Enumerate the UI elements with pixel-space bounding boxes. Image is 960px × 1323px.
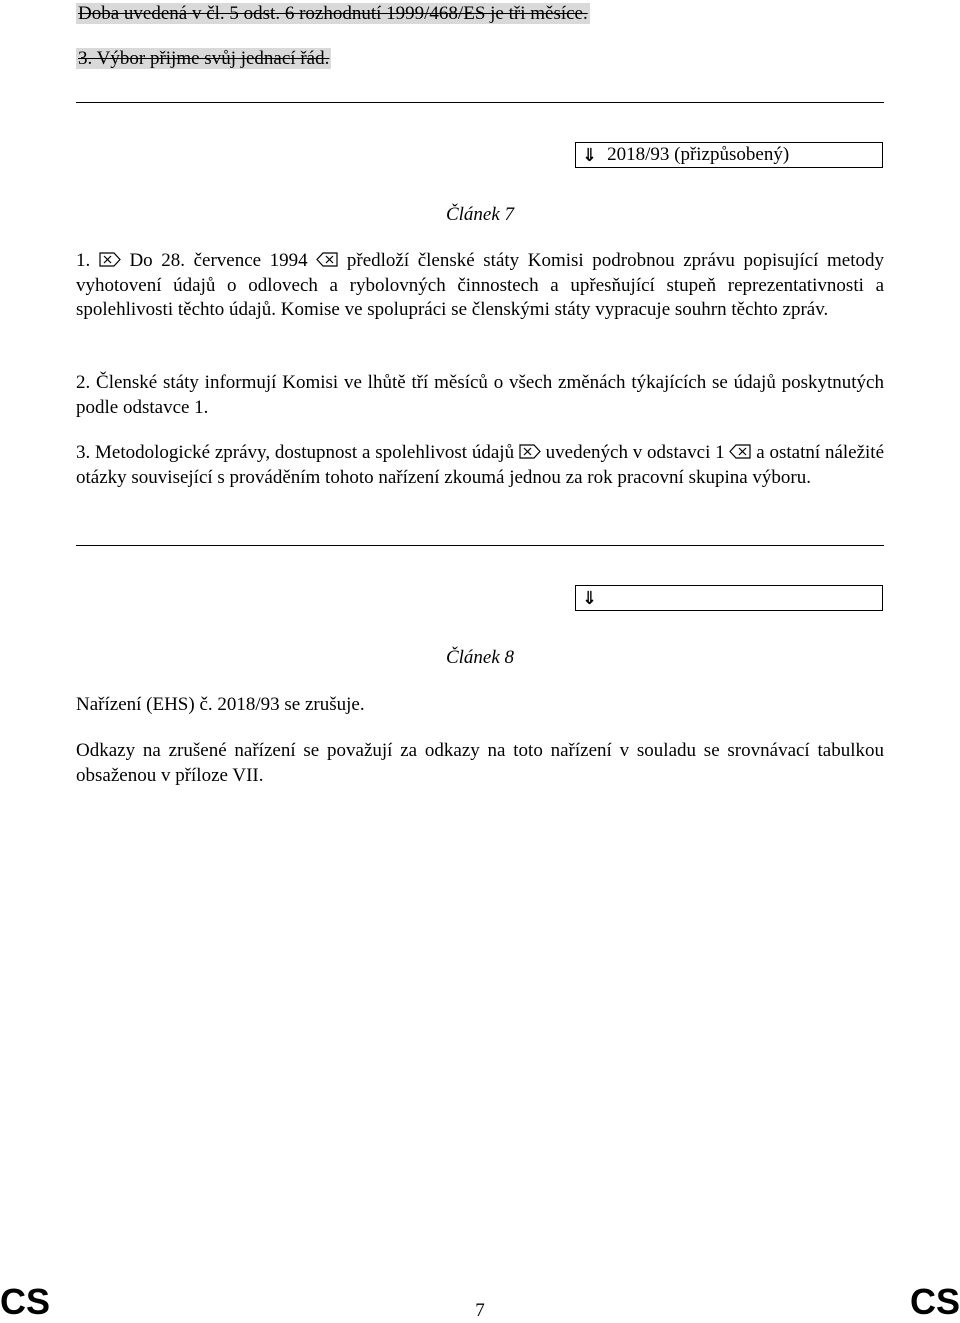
section-divider (76, 545, 884, 546)
inserted-text: uvedených v odstavci 1 (545, 442, 725, 463)
article-8-paragraph-1: Nařízení (EHS) č. 2018/93 se zrušuje. (76, 694, 365, 715)
deleted-text: Doba uvedená v čl. 5 odst. 6 rozhodnutí 1999/468/ES je tři měsíce. (78, 3, 588, 24)
footer-language-right: CS (909, 1281, 960, 1322)
deleted-line-1 (76, 3, 590, 25)
inserted-text: Do 28. července 1994 (129, 250, 308, 271)
paragraph-text: 3. Metodologické zprávy, dostupnost a spolehlivost údajů (76, 442, 515, 463)
paragraph-text: a ostatní náležité otázky související s prováděním tohoto nařízení zkoumá jednou za rok pracovní skupina výboru. (76, 442, 885, 488)
insert-end-icon (729, 444, 751, 459)
insert-start-icon (99, 252, 121, 267)
down-arrow-icon: ⇓ (582, 144, 598, 166)
section-divider (76, 102, 884, 103)
deleted-text: 3. Výbor přijme svůj jednací řád. (78, 48, 330, 69)
paragraph-number: 1. (76, 250, 91, 271)
page-number: 7 (475, 1300, 485, 1321)
down-arrow-icon: ⇓ (582, 587, 598, 609)
reference-text: 2018/93 (přizpůsobený) (607, 144, 790, 165)
amendment-reference-box (575, 585, 883, 611)
insert-end-icon (316, 252, 338, 267)
article-7-heading: Článek 7 (445, 204, 515, 225)
amendment-reference-box (575, 142, 883, 168)
article-8-paragraph-2: Odkazy na zrušené nařízení se považují za odkazy na toto nařízení v souladu se srovnávací tabulkou obsaženou v příloze VII. (76, 740, 884, 786)
article-7-paragraph-3 (76, 441, 884, 490)
paragraph-text: předloží členské státy Komisi podrobnou zprávu popisující metody vyhotovení údajů o odlovech a rybolovných činnostech a upřesňující stupeň reprezentativnosti a spolehlivosti těchto údajů. Komise ve spolupráci se členskými státy vypracuje souhrn těchto zpráv. (76, 250, 885, 320)
insert-start-icon (519, 444, 541, 459)
article-8-heading: Článek 8 (445, 647, 515, 668)
footer-language-left: CS (0, 1281, 51, 1322)
article-7-paragraph-1 (76, 249, 884, 323)
article-7-paragraph-2: 2. Členské státy informují Komisi ve lhůtě tří měsíců o všech změnách týkajících se údajů poskytnutých podle odstavce 1. (76, 372, 884, 418)
deleted-line-2 (76, 48, 331, 70)
